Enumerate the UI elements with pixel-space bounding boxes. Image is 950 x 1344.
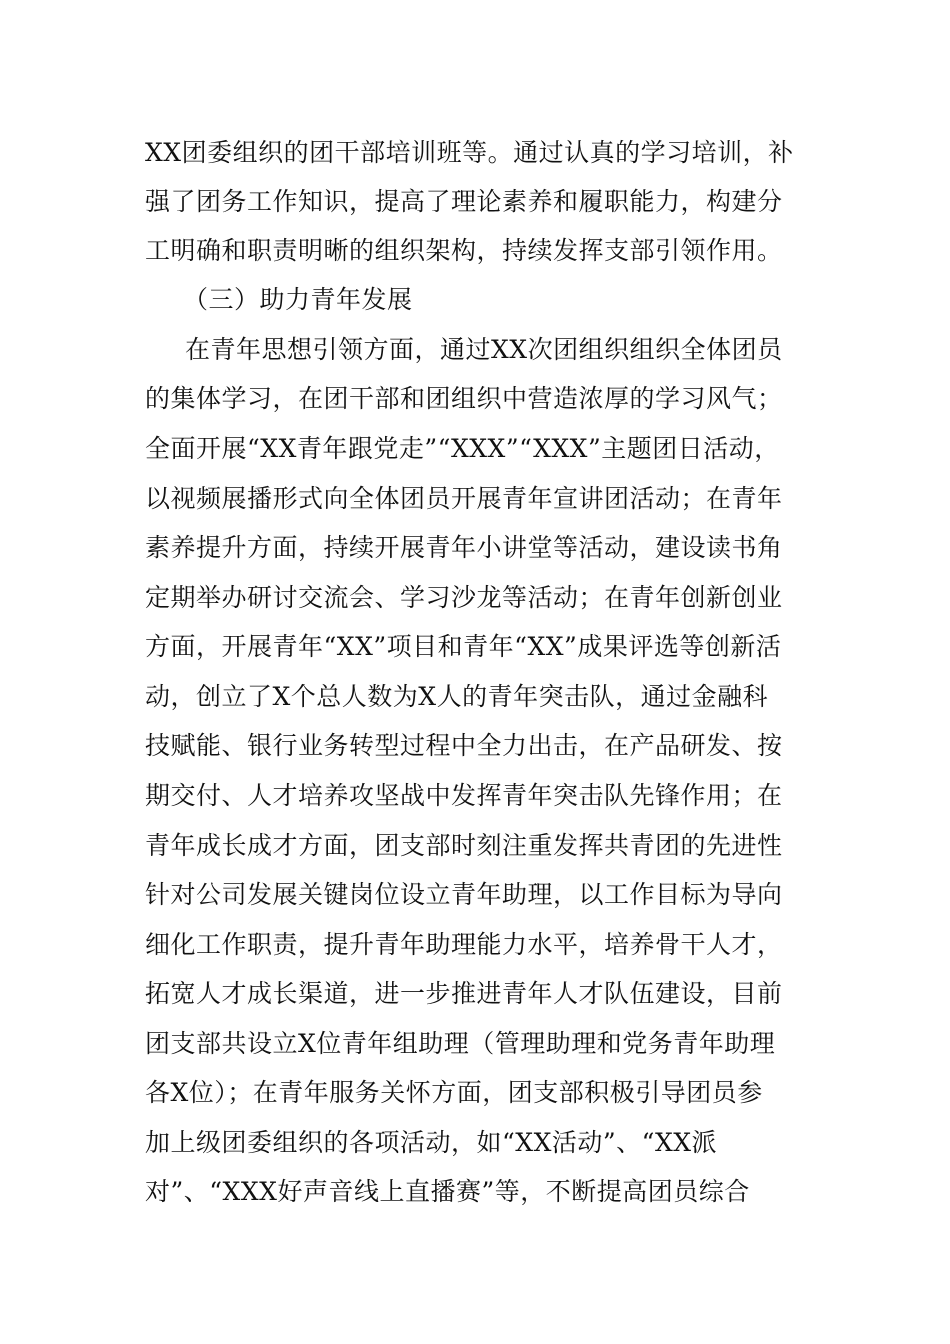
- section-heading: （三）助力青年发展: [183, 285, 413, 314]
- text-line-5: 在青年思想引领方面，通过XX次团组织组织全体团员: [185, 335, 783, 364]
- text-line-1: XX团委组织的团干部培训班等。通过认真的学习培训，补: [145, 138, 794, 167]
- text-line-22: 对”、“XXX好声音线上直播赛”等，不断提高团员综合: [145, 1177, 750, 1206]
- text-line-12: 动，创立了X个总人数为X人的青年突击队，通过金融科: [145, 682, 769, 711]
- text-line-7: 全面开展“XX青年跟党走”“XXX”“XXX”主题团日活动，: [145, 434, 780, 463]
- text-line-11: 方面，开展青年“XX”项目和青年“XX”成果评选等创新活: [145, 632, 782, 661]
- text-line-16: 针对公司发展关键岗位设立青年助理，以工作目标为导向: [145, 880, 783, 909]
- text-line-21: 加上级团委组织的各项活动，如“XX活动”、“XX派: [145, 1128, 718, 1157]
- text-line-3: 工明确和职责明晰的组织架构，持续发挥支部引领作用。: [145, 236, 783, 265]
- text-line-20: 各X位）；在青年服务关怀方面，团支部积极引导团员参: [145, 1078, 763, 1107]
- text-line-9: 素养提升方面，持续开展青年小讲堂等活动，建设读书角: [145, 533, 783, 562]
- text-line-8: 以视频展播形式向全体团员开展青年宣讲团活动；在青年: [145, 484, 783, 513]
- text-line-17: 细化工作职责，提升青年助理能力水平，培养骨干人才，: [145, 930, 783, 959]
- text-line-10: 定期举办研讨交流会、学习沙龙等活动；在青年创新创业: [145, 583, 783, 612]
- text-line-13: 技赋能、银行业务转型过程中全力出击，在产品研发、按: [145, 731, 783, 760]
- text-line-2: 强了团务工作知识，提高了理论素养和履职能力，构建分: [145, 187, 783, 216]
- text-line-14: 期交付、人才培养攻坚战中发挥青年突击队先锋作用；在: [145, 781, 783, 810]
- text-line-19: 团支部共设立X位青年组助理（管理助理和党务青年助理: [145, 1029, 776, 1058]
- text-line-15: 青年成长成才方面，团支部时刻注重发挥共青团的先进性: [145, 831, 783, 860]
- text-line-6: 的集体学习，在团干部和团组织中营造浓厚的学习风气；: [145, 384, 783, 413]
- text-line-18: 拓宽人才成长渠道，进一步推进青年人才队伍建设，目前: [145, 979, 783, 1008]
